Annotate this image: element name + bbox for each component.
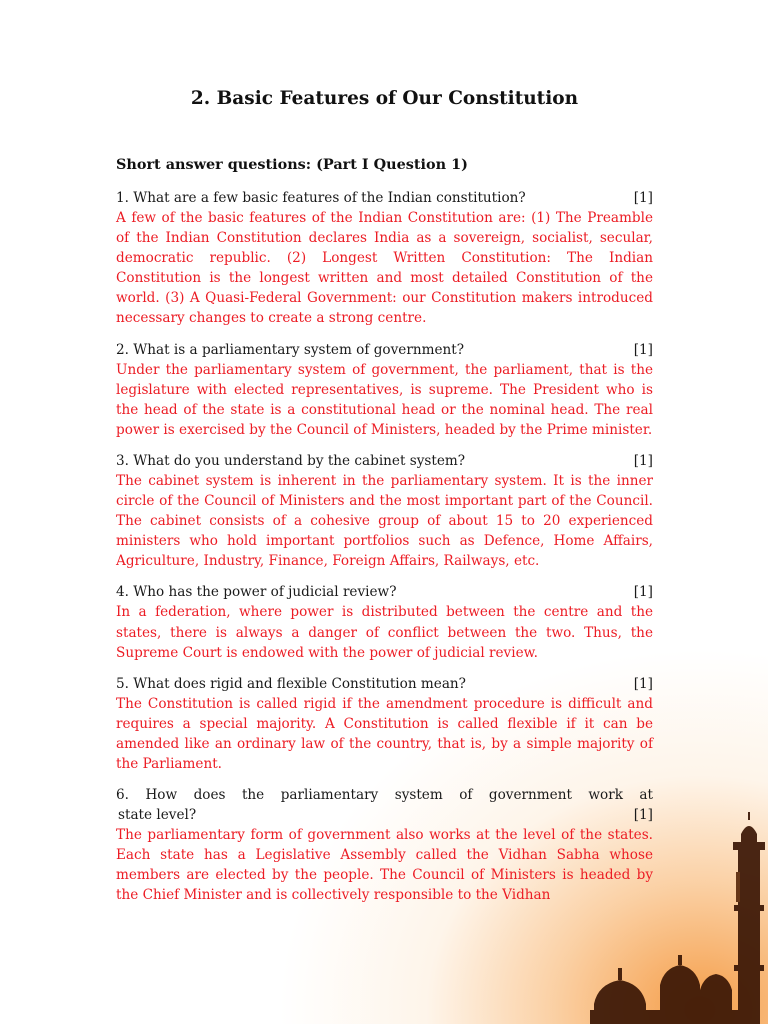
question-text: 3. What do you understand by the cabinet system?: [116, 452, 466, 469]
question-3: [116, 451, 653, 471]
question-6-line-1: 6. How does the parliamentary system of government work at: [116, 787, 653, 804]
question-text: 4. Who has the power of judicial review?: [116, 584, 397, 601]
marks-label: [1]: [633, 675, 653, 692]
qa-item-6: [116, 785, 653, 905]
marks-label: [1]: [633, 341, 653, 358]
question-6-line-2: [116, 805, 653, 825]
marks-label: [1]: [633, 190, 653, 206]
question-text: 1. What are a few basic features of the Indian constitution?: [116, 190, 526, 206]
marks-label: [1]: [633, 807, 653, 824]
question-text: 5. What does rigid and flexible Constitution mean?: [116, 675, 466, 692]
question-2: [116, 340, 653, 360]
page-title: 2. Basic Features of Our Constitution: [190, 88, 579, 109]
question-1: [116, 188, 653, 208]
section-heading: Short answer questions: (Part I Question 1): [116, 156, 468, 173]
qa-item-3: [116, 451, 653, 571]
marks-label: [1]: [633, 452, 653, 469]
qa-item-1: [116, 188, 653, 329]
question-4: [116, 582, 653, 602]
question-text: 2. What is a parliamentary system of government?: [116, 341, 465, 358]
qa-item-5: [116, 674, 653, 774]
answer-5: The Constitution is called rigid if the amendment procedure is difficult and requires a special majority. A Constitution is called flexible if it can be amended like an ordinary law of the country, that is, by a simple majority of the Parliament.: [116, 695, 653, 772]
question-5: [116, 674, 653, 694]
answer-1: A few of the basic features of the Indian Constitution are: (1) The Preamble of the Indian Constitution declares India as a sovereign, socialist, secular, democratic republic. (2) Longest Written Constitution: The Indian Constitution is the longest written and most detailed Constitution of the world. (3) A Quasi-Federal Government: our Constitution makers introduced necessary changes to create a strong centre.: [116, 210, 653, 327]
question-text: state level?: [118, 807, 197, 824]
marks-label: [1]: [633, 584, 653, 601]
answer-2: Under the parliamentary system of government, the parliament, that is the legislature with elected representatives, is supreme. The President who is the head of the state is a constitutional head or the nominal head. The real power is exercised by the Council of Ministers, headed by the Prime minister.: [116, 361, 653, 438]
answer-6: The parliamentary form of government also works at the level of the states. Each state has a Legislative Assembly called the Vidhan Sabha whose members are elected by the people. The Council of Ministers is headed by the Chief Minister and is collectively responsible to the Vidhan: [116, 827, 653, 904]
answer-4: In a federation, where power is distributed between the centre and the states, there is always a danger of conflict between the two. Thus, the Supreme Court is endowed with the power of judicial review.: [116, 604, 653, 661]
answer-3: The cabinet system is inherent in the parliamentary system. It is the inner circle of the Council of Ministers and the most important part of the Council. The cabinet consists of a cohesive group of about 15 to 20 experienced ministers who hold important portfolios such as Defence, Home Affairs, Agriculture, Industry, Finance, Foreign Affairs, Railways, etc.: [116, 472, 653, 570]
qa-item-4: [116, 582, 653, 662]
qa-item-2: [116, 340, 653, 440]
document-body: [116, 84, 653, 916]
